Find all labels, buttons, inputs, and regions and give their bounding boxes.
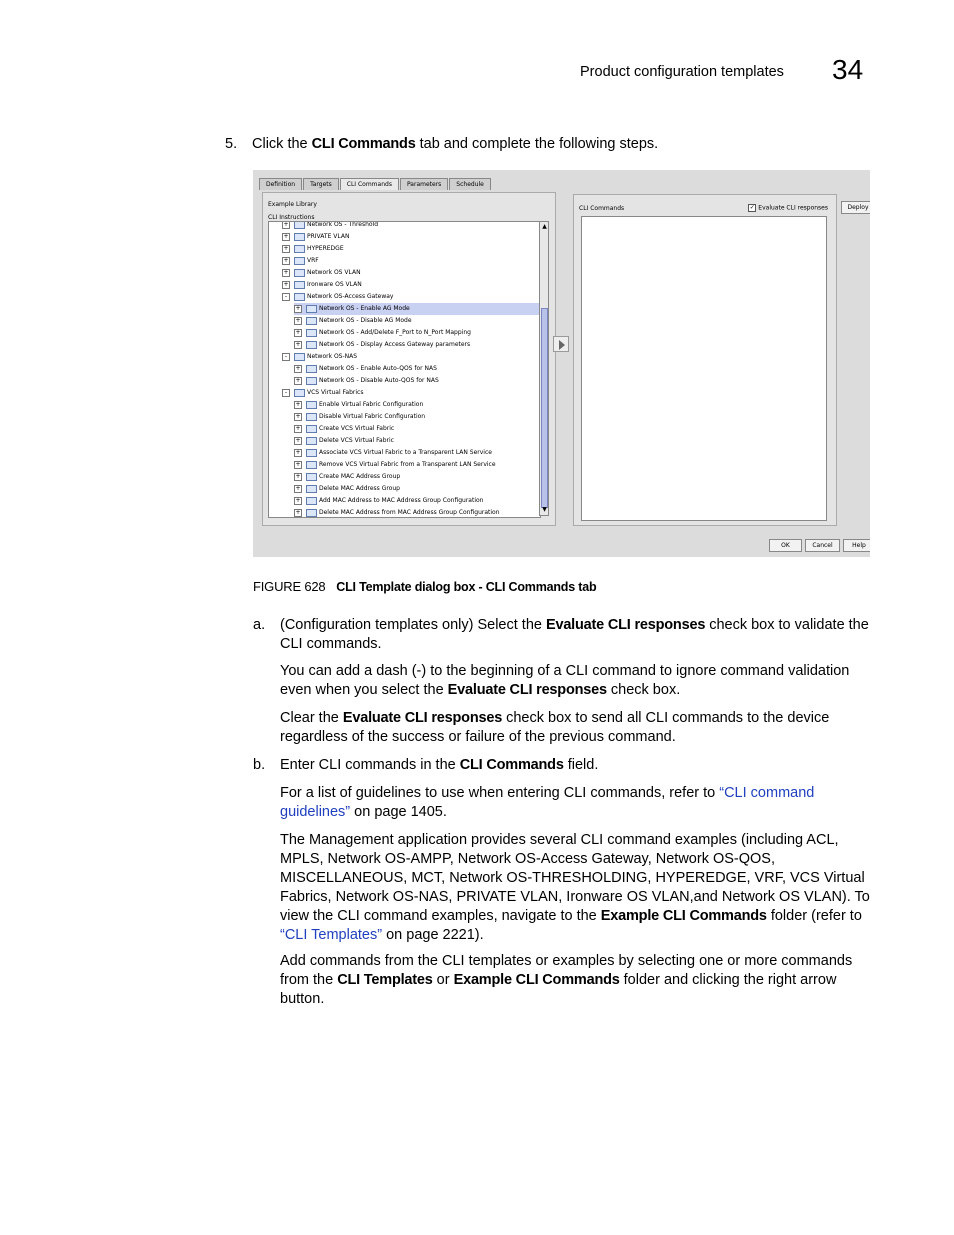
tree-item[interactable] — [282, 387, 540, 399]
folder-icon — [306, 377, 317, 385]
expand-icon[interactable]: + — [295, 340, 301, 348]
cli-templates-link[interactable]: “CLI Templates” — [280, 927, 383, 943]
expand-icon[interactable]: + — [295, 484, 301, 492]
text: For a list of guidelines to use when entering CLI commands, refer to — [280, 785, 720, 801]
folder-icon — [306, 473, 317, 481]
expand-icon[interactable]: + — [295, 472, 301, 480]
tree-item-label: Network OS - Disable AG Mode — [319, 317, 412, 324]
folder-icon — [306, 485, 317, 493]
step-a-p3 — [280, 709, 829, 747]
scroll-up-arrow-icon[interactable]: ▲ — [542, 223, 547, 230]
text: MPLS, Network OS-AMPP, Network OS-Access Gateway, Network OS-QOS, — [280, 851, 776, 867]
folder-icon — [294, 233, 305, 241]
ui-term: Evaluate CLI responses — [447, 682, 607, 698]
tab-cli-commands[interactable]: CLI Commands — [340, 178, 399, 190]
tree-item-label: Create VCS Virtual Fabric — [319, 425, 395, 432]
tree-scrollbar[interactable] — [539, 221, 549, 516]
step-b-p2 — [280, 784, 814, 822]
ui-term: Example CLI Commands — [453, 972, 620, 988]
scroll-down-arrow-icon[interactable]: ▼ — [542, 506, 547, 513]
folder-icon — [306, 305, 317, 313]
collapse-icon[interactable]: - — [282, 389, 290, 397]
folder-icon — [306, 365, 317, 373]
tree-item-label: Delete VCS Virtual Fabric — [319, 437, 394, 444]
text: on page 1405. — [350, 804, 447, 820]
tree-item-label: Network OS - Disable Auto-QOS for NAS — [319, 377, 439, 384]
tree-item[interactable] — [294, 435, 540, 447]
step-b-p3 — [280, 831, 870, 945]
text: or — [432, 972, 454, 988]
figure-label: FIGURE 628 — [253, 579, 326, 594]
text: folder and clicking the right arrow — [619, 972, 837, 988]
tree-item-label: Network OS VLAN — [307, 269, 361, 276]
ok-button[interactable]: OK — [769, 539, 802, 552]
text: check box. — [606, 682, 681, 698]
scroll-thumb[interactable] — [541, 308, 548, 508]
tree-item[interactable] — [294, 303, 540, 315]
expand-icon[interactable]: + — [283, 256, 289, 264]
tree-item-label: Network OS - Threshold — [307, 221, 379, 228]
step-a-number: a. — [253, 617, 266, 633]
tree-item-label: VRF — [307, 257, 319, 264]
cli-commands-panel — [573, 194, 837, 526]
step-5-pre: Click the — [252, 136, 312, 152]
tree-item-label: Ironware OS VLAN — [307, 281, 362, 288]
tree-item-label: Network OS - Display Access Gateway parameters — [319, 341, 471, 348]
folder-icon — [294, 293, 305, 301]
expand-icon[interactable]: + — [295, 496, 301, 504]
cli-commands-field[interactable] — [581, 216, 827, 521]
step-5-post: tab and complete the following steps. — [415, 136, 659, 152]
tree-item[interactable] — [282, 267, 540, 279]
expand-icon[interactable]: + — [295, 304, 301, 312]
folder-icon — [306, 317, 317, 325]
tree-item-label: Create MAC Address Group — [319, 473, 401, 480]
help-button[interactable]: Help — [843, 539, 870, 552]
folder-icon — [294, 269, 305, 277]
text: check box to validate the — [705, 617, 869, 633]
folder-icon — [294, 221, 305, 229]
folder-icon — [306, 509, 317, 517]
expand-icon[interactable]: + — [295, 400, 301, 408]
expand-icon[interactable]: + — [283, 268, 289, 276]
expand-icon[interactable]: + — [283, 232, 289, 240]
tree-item[interactable] — [294, 495, 540, 507]
text: check box to send all CLI commands to the device — [502, 710, 830, 726]
text: from the — [280, 972, 338, 988]
folder-icon — [306, 449, 317, 457]
folder-icon — [306, 401, 317, 409]
expand-icon[interactable]: + — [295, 328, 301, 336]
tree-item[interactable] — [294, 483, 540, 495]
text: field. — [563, 757, 599, 773]
tree-item[interactable] — [282, 279, 540, 291]
cli-instructions-tree[interactable] — [268, 221, 541, 518]
text: folder (refer to — [766, 908, 862, 924]
tree-item[interactable] — [282, 243, 540, 255]
collapse-icon[interactable]: - — [282, 293, 290, 301]
step-b-number: b. — [253, 757, 266, 773]
folder-icon — [306, 425, 317, 433]
text: on page 2221). — [382, 927, 484, 943]
tree-item[interactable] — [294, 507, 540, 518]
tree-item-label: Network OS-NAS — [307, 353, 358, 360]
tree-item[interactable] — [294, 315, 540, 327]
tree-item[interactable] — [294, 459, 540, 471]
tree-item-label: Add MAC Address to MAC Address Group Configuration — [319, 497, 484, 504]
text: You can add a dash (-) to the beginning of a CLI command to ignore command validation — [280, 663, 850, 679]
step-b-p1 — [280, 756, 598, 775]
expand-icon[interactable]: + — [295, 424, 301, 432]
text: Clear the — [280, 710, 343, 726]
expand-icon[interactable]: + — [295, 364, 301, 372]
collapse-icon[interactable]: - — [282, 353, 290, 361]
step-a-p1 — [280, 616, 869, 654]
folder-icon — [294, 257, 305, 265]
tree-item[interactable] — [294, 327, 540, 339]
tree-item-label: Remove VCS Virtual Fabric from a Transparent LAN Service — [319, 461, 496, 468]
expand-icon[interactable]: + — [283, 221, 289, 228]
text: Fabrics, Network OS-NAS, PRIVATE VLAN, Ironware OS VLAN,and Network OS VLAN). To — [280, 889, 870, 905]
tree-item-label: Delete MAC Address from MAC Address Group Configuration — [319, 509, 500, 516]
folder-icon — [294, 245, 305, 253]
ui-term: CLI Templates — [337, 972, 433, 988]
step-a-p2 — [280, 662, 849, 700]
tree-item-label: Network OS - Enable Auto-QOS for NAS — [319, 365, 437, 372]
tree-item[interactable] — [294, 399, 540, 411]
expand-icon[interactable]: + — [295, 316, 301, 324]
expand-icon[interactable]: + — [295, 412, 301, 420]
expand-icon[interactable]: + — [295, 376, 301, 384]
add-to-commands-right-arrow-button[interactable] — [553, 336, 569, 352]
cancel-button[interactable]: Cancel — [805, 539, 840, 552]
tree-item[interactable] — [294, 375, 540, 387]
tree-item-label: HYPEREDGE — [307, 245, 344, 252]
cli-template-dialog-screenshot — [253, 170, 870, 557]
text: (Configuration templates only) Select the — [280, 617, 546, 633]
text: button. — [280, 991, 325, 1007]
tree-item[interactable] — [294, 411, 540, 423]
folder-icon — [306, 413, 317, 421]
expand-icon[interactable]: + — [295, 508, 301, 516]
ui-term: CLI Commands — [459, 757, 564, 773]
evaluate-cli-responses-label: Evaluate CLI responses — [758, 204, 828, 212]
ui-term: Example CLI Commands — [600, 908, 767, 924]
text: view the CLI command examples, navigate to the — [280, 908, 601, 924]
expand-icon[interactable]: + — [295, 460, 301, 468]
folder-icon — [294, 389, 305, 397]
folder-icon — [306, 329, 317, 337]
figure-title: CLI Template dialog box - CLI Commands tab — [336, 580, 597, 594]
tree-item[interactable] — [294, 423, 540, 435]
example-library-label: Example Library — [268, 201, 317, 208]
text: CLI commands. — [280, 636, 382, 652]
tree-item-label: Disable Virtual Fabric Configuration — [319, 413, 426, 420]
tree-item-label: Enable Virtual Fabric Configuration — [319, 401, 424, 408]
folder-icon — [306, 461, 317, 469]
text: Add commands from the CLI templates or examples by selecting one or more commands — [280, 953, 853, 969]
tree-item[interactable] — [294, 339, 540, 351]
tree-item[interactable] — [282, 291, 540, 303]
ui-term: Evaluate CLI responses — [342, 710, 503, 726]
tree-item[interactable] — [282, 255, 540, 267]
text: Enter CLI commands in the — [280, 757, 460, 773]
tree-item-label: VCS Virtual Fabrics — [307, 389, 364, 396]
chapter-number: 34 — [832, 54, 864, 85]
tree-item-label: Network OS - Add/Delete F_Port to N_Port Mapping — [319, 329, 471, 336]
tree-item[interactable] — [282, 351, 540, 363]
dialog-tabs — [259, 178, 492, 191]
folder-icon — [306, 437, 317, 445]
text: even when you select the — [280, 682, 448, 698]
step-b-p4 — [280, 952, 852, 1009]
step-5-bold: CLI Commands — [311, 136, 416, 152]
cli-command-guidelines-link[interactable]: “CLI command — [719, 785, 815, 801]
cli-command-guidelines-link[interactable]: guidelines” — [280, 804, 351, 820]
cli-instructions-label: CLI Instructions — [268, 214, 315, 221]
folder-icon — [294, 353, 305, 361]
tree-item-label: Network OS - Enable AG Mode — [319, 305, 410, 312]
folder-icon — [306, 497, 317, 505]
expand-icon[interactable]: + — [283, 244, 289, 252]
evaluate-cli-responses-checkbox[interactable] — [748, 204, 828, 212]
step-5-text — [252, 135, 658, 154]
tree-item-label: PRIVATE VLAN — [307, 233, 350, 240]
ui-term: Evaluate CLI responses — [545, 617, 706, 633]
folder-icon — [294, 281, 305, 289]
tab-targets[interactable]: Targets — [303, 178, 339, 190]
tree-item[interactable] — [294, 471, 540, 483]
expand-icon[interactable]: + — [295, 436, 301, 444]
text: MISCELLANEOUS, MCT, Network OS-THRESHOLDING, HYPEREDGE, VRF, VCS Virtual — [280, 870, 865, 886]
tab-definition[interactable]: Definition — [259, 178, 302, 190]
checkbox-icon[interactable]: ✓ — [749, 204, 755, 211]
tree-item[interactable] — [294, 363, 540, 375]
tree-item-label: Network OS-Access Gateway — [307, 293, 394, 300]
text: regardless of the success or failure of the previous command. — [280, 729, 676, 745]
folder-icon — [306, 341, 317, 349]
tree-item-label: Delete MAC Address Group — [319, 485, 400, 492]
cli-commands-label: CLI Commands — [579, 205, 625, 212]
tab-schedule[interactable]: Schedule — [449, 178, 491, 190]
expand-icon[interactable]: + — [295, 448, 301, 456]
deploy-button[interactable]: Deploy — [841, 201, 870, 214]
tree-item[interactable] — [294, 447, 540, 459]
tree-item-label: Associate VCS Virtual Fabric to a Transparent LAN Service — [319, 449, 492, 456]
example-library-panel — [262, 192, 556, 526]
tab-parameters[interactable]: Parameters — [400, 178, 448, 190]
running-header-title: Product configuration templates — [580, 64, 784, 80]
figure-caption — [253, 579, 596, 594]
tree-item[interactable] — [282, 231, 540, 243]
text: The Management application provides several CLI command examples (including ACL, — [280, 832, 839, 848]
tree-item[interactable] — [282, 221, 540, 231]
step-5-number: 5. — [225, 136, 238, 152]
expand-icon[interactable]: + — [283, 280, 289, 288]
